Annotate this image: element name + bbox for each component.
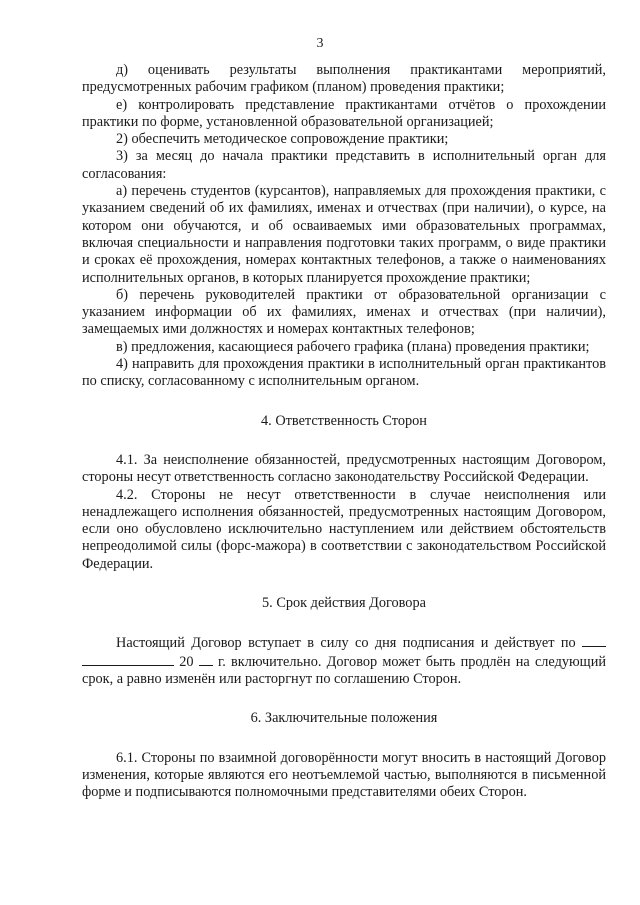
paragraph-3: 3) за месяц до начала практики представить в исполнительный орган для согласования: [82, 148, 606, 182]
day-blank [582, 634, 606, 647]
year-blank [199, 653, 213, 666]
paragraph-5-1 [82, 634, 606, 688]
term-text-end: г. включительно. Договор может быть продлён на следующий срок, а равно изменён или расторгнут по соглашению Сторон. [82, 653, 606, 687]
paragraph-4: 4) направить для прохождения практики в исполнительный орган практикантов по списку, согласованному с исполнительным органом. [82, 356, 606, 390]
paragraph-e: е) контролировать представление практикантами отчётов о прохождении практики по форме, установленной образовательной организацией; [82, 96, 606, 130]
paragraph-4-1: 4.1. За неисполнение обязанностей, предусмотренных настоящим Договором, стороны несут ответственность согласно законодательству Российской Федерации. [82, 451, 606, 486]
section-5-title: 5. Срок действия Договора [262, 595, 426, 612]
page-number: 3 [316, 36, 324, 51]
paragraph-3a: а) перечень студентов (курсантов), направляемых для прохождения практики, с указанием сведений об их фамилиях, именах и отчествах (при наличии), о курсе, на котором они обучаются, и об осваиваемых ими образовательных программах, включая специальности и направления подготовки таких программ, о виде практики и сроках её прохождения, номерах контактных телефонов, а также о наименованиях исполнительных органов, в которых планируется прохождение практики; [82, 183, 606, 286]
paragraph-2: 2) обеспечить методическое сопровождение практики; [116, 131, 449, 148]
term-text-start: Настоящий Договор вступает в силу со дня подписания и действует по [116, 635, 576, 652]
section-4-title: 4. Ответственность Сторон [261, 412, 427, 429]
paragraph-6-1: 6.1. Стороны по взаимной договорённости могут вносить в настоящий Договор изменения, которые являются его неотъемлемой частью, выполняются в письменной форме и подписываются полномочными представителями обеих Сторон. [82, 749, 606, 801]
paragraph-3v: в) предложения, касающиеся рабочего графика (плана) проведения практики; [116, 338, 590, 355]
year-prefix: 20 [179, 653, 194, 670]
paragraph-d: д) оценивать результаты выполнения практикантами мероприятий, предусмотренных рабочим графиком (планом) проведения практики; [82, 62, 606, 96]
section-6-title: 6. Заключительные положения [250, 710, 438, 727]
paragraph-3b: б) перечень руководителей практики от образовательной организации с указанием информации об их фамилиях, именах и отчествах (при наличии), замещаемых ими должностях и номерах контактных телефонов; [82, 286, 606, 338]
month-blank [82, 653, 174, 666]
document-body [82, 62, 606, 801]
paragraph-4-2: 4.2. Стороны не несут ответственности в случае неисполнения или ненадлежащего исполнения обязанностей, предусмотренных настоящим Договором, если оно обусловлено исключительно наступлением или действием обстоятельств непреодолимой силы (форс-мажора) в соответствии с законодательством Российской Федерации. [82, 486, 606, 572]
